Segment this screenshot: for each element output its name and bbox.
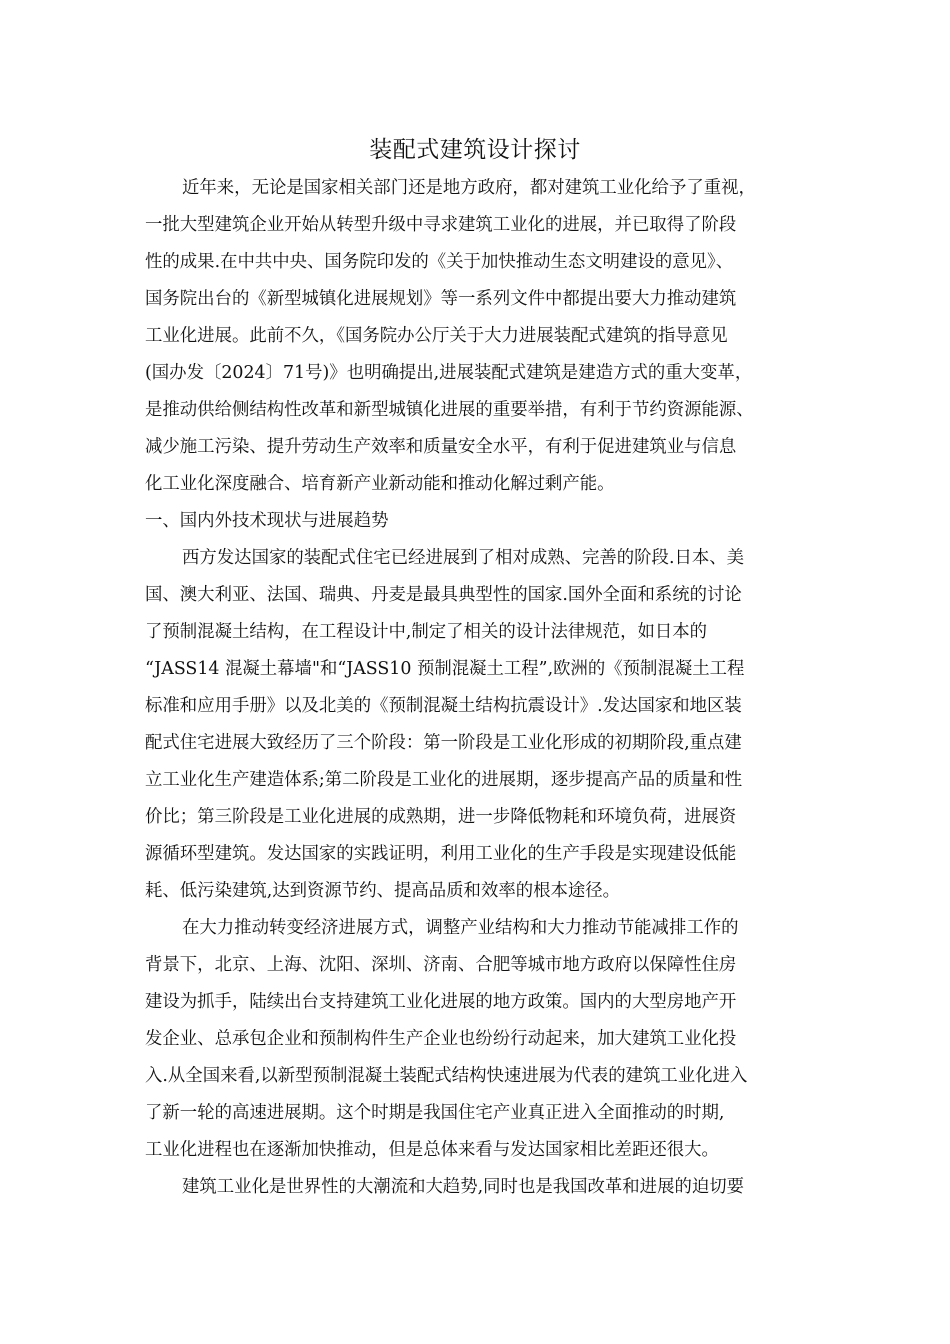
paragraph-line: 了预制混凝土结构，在工程设计中,制定了相关的设计法律规范，如日本的	[145, 622, 708, 642]
paragraph-line: 了新一轮的高速进展期。这个时期是我国住宅产业真正进入全面推动的时期,	[145, 1103, 725, 1123]
paragraph-line: 建设为抓手，陆续出台支持建筑工业化进展的地方政策。国内的大型房地产开	[145, 992, 737, 1012]
paragraph-line: 减少施工污染、提升劳动生产效率和质量安全水平，有利于促进建筑业与信息	[145, 437, 737, 457]
section-heading: 一、国内外技术现状与进展趋势	[145, 511, 389, 531]
paragraph-line: 背景下，北京、上海、沈阳、深圳、济南、合肥等城市地方政府以保障性住房	[145, 955, 737, 975]
paragraph-line: 配式住宅进展大致经历了三个阶段：第一阶段是工业化形成的初期阶段,重点建	[145, 733, 742, 753]
document-title: 装配式建筑设计探讨	[369, 137, 581, 163]
paragraph-line: 国务院出台的《新型城镇化进展规划》等一系列文件中都提出要大力推动建筑	[145, 289, 737, 309]
paragraph-line: 标准和应用手册》以及北美的《预制混凝土结构抗震设计》.发达国家和地区装	[145, 696, 742, 716]
paragraph-line: (国办发〔2024〕71号)》也明确提出,进展装配式建筑是建造方式的重大变革，	[145, 363, 753, 383]
paragraph-line: 工业化进程也在逐渐加快推动，但是总体来看与发达国家相比差距还很大。	[145, 1140, 719, 1160]
paragraph-line: 工业化进展。此前不久，《国务院办公厅关于大力进展装配式建筑的指导意见	[145, 326, 728, 346]
paragraph-line: 是推动供给侧结构性改革和新型城镇化进展的重要举措，有利于节约资源能源、	[145, 400, 754, 420]
paragraph-line: 建筑工业化是世界性的大潮流和大趋势,同时也是我国改革和进展的迫切要	[182, 1177, 745, 1197]
paragraph-line: 立工业化生产建造体系;第二阶段是工业化的进展期，逐步提高产品的质量和性	[145, 770, 743, 790]
paragraph-line: 价比；第三阶段是工业化进展的成熟期，进一步降低物耗和环境负荷，进展资	[145, 807, 737, 827]
paragraph-line: 一批大型建筑企业开始从转型升级中寻求建筑工业化的进展，并已取得了阶段	[145, 215, 737, 235]
paragraph-line: 发企业、总承包企业和预制构件生产企业也纷纷行动起来，加大建筑工业化投	[145, 1029, 737, 1049]
paragraph-line: 入.从全国来看,以新型预制混凝土装配式结构快速进展为代表的建筑工业化进入	[145, 1066, 748, 1086]
paragraph-line: 在大力推动转变经济进展方式，调整产业结构和大力推动节能减排工作的	[182, 918, 739, 938]
document-body	[145, 170, 825, 1206]
paragraph-line: 近年来，无论是国家相关部门还是地方政府，都对建筑工业化给予了重视，	[182, 178, 756, 198]
paragraph-line: 化工业化深度融合、培育新产业新动能和推动化解过剩产能。	[145, 474, 615, 494]
paragraph-line: 国、澳大利亚、法国、瑞典、丹麦是最具典型性的国家.国外全面和系统的讨论	[145, 585, 742, 605]
paragraph-line: 西方发达国家的装配式住宅已经进展到了相对成熟、完善的阶段.日本、美	[182, 548, 745, 568]
paragraph-line: “JASS14 混凝土幕墙"和“JASS10 预制混凝土工程”,欧洲的《预制混凝土工程	[145, 659, 745, 679]
paragraph-line: 源循环型建筑。发达国家的实践证明，利用工业化的生产手段是实现建设低能	[145, 844, 737, 864]
paragraph-line: 性的成果.在中共中央、国务院印发的《关于加快推动生态文明建设的意见》、	[145, 252, 734, 272]
paragraph-line: 耗、低污染建筑,达到资源节约、提高品质和效率的根本途径。	[145, 881, 621, 901]
